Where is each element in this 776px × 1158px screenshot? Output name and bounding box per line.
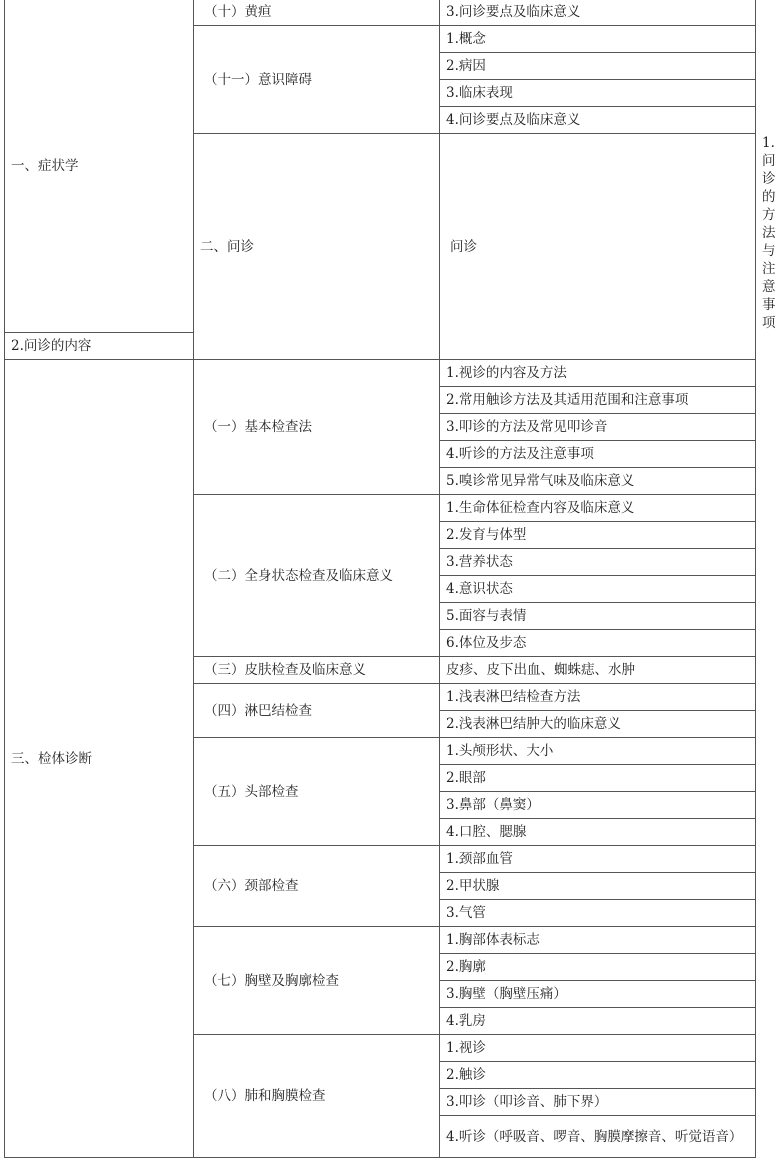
topic-cell: 3.气管 (440, 900, 756, 927)
topic-cell: 2.常用触诊方法及其适用范围和注意事项 (440, 387, 756, 414)
subsection-cell: （五）头部检查 (194, 738, 440, 846)
subsection-cell: （四）淋巴结检查 (194, 684, 440, 738)
section-cell: 二、问诊 (194, 134, 440, 360)
topic-cell: 1.概念 (440, 26, 756, 53)
topic-cell: 4.口腔、腮腺 (440, 819, 756, 846)
topic-cell: 2.发育与体型 (440, 522, 756, 549)
topic-cell: 2.眼部 (440, 765, 756, 792)
subsection-cell: （三）皮肤检查及临床意义 (194, 657, 440, 684)
subsection-cell: （十）黄疸 (194, 0, 440, 26)
subsection-cell: （七）胸壁及胸廓检查 (194, 927, 440, 1035)
topic-cell: 3.临床表现 (440, 80, 756, 107)
topic-cell: 5.嗅诊常见异常气味及临床意义 (440, 468, 756, 495)
subsection-cell: （六）颈部检查 (194, 846, 440, 927)
topic-cell: 6.体位及步态 (440, 630, 756, 657)
topic-cell: 1.视诊的内容及方法 (440, 360, 756, 387)
topic-cell: 2.问诊的内容 (5, 333, 194, 360)
subsection-cell: （二）全身状态检查及临床意义 (194, 495, 440, 657)
section-cell: 三、检体诊断 (5, 360, 194, 1158)
topic-cell: 2.胸廓 (440, 954, 756, 981)
syllabus-table-body (5, 0, 776, 1158)
topic-cell: 皮疹、皮下出血、蜘蛛痣、水肿 (440, 657, 756, 684)
topic-cell: 4.听诊（呼吸音、啰音、胸膜摩擦音、听觉语音） (440, 1116, 756, 1158)
topic-cell: 4.问诊要点及临床意义 (440, 107, 756, 134)
syllabus-table (4, 0, 776, 1158)
topic-cell: 3.问诊要点及临床意义 (440, 0, 756, 26)
topic-cell: 1.视诊 (440, 1035, 756, 1062)
topic-cell: 1.生命体征检查内容及临床意义 (440, 495, 756, 522)
topic-cell: 3.叩诊的方法及常见叩诊音 (440, 414, 756, 441)
topic-cell: 2.触诊 (440, 1062, 756, 1089)
subsection-cell: （十一）意识障碍 (194, 26, 440, 134)
topic-cell: 4.乳房 (440, 1008, 756, 1035)
topic-cell: 1.头颅形状、大小 (440, 738, 756, 765)
topic-cell: 2.病因 (440, 53, 756, 80)
topic-cell: 1.胸部体表标志 (440, 927, 756, 954)
topic-cell: 1.浅表淋巴结检查方法 (440, 684, 756, 711)
topic-cell: 3.鼻部（鼻窦） (440, 792, 756, 819)
topic-cell: 2.浅表淋巴结肿大的临床意义 (440, 711, 756, 738)
subsection-cell: （一）基本检查法 (194, 360, 440, 495)
subsection-cell: 问诊 (440, 134, 756, 360)
topic-cell: 4.听诊的方法及注意事项 (440, 441, 756, 468)
topic-cell: 3.叩诊（叩诊音、肺下界） (440, 1089, 756, 1116)
topic-cell: 3.营养状态 (440, 549, 756, 576)
topic-cell: 1.颈部血管 (440, 846, 756, 873)
subsection-cell: （八）肺和胸膜检查 (194, 1035, 440, 1158)
topic-cell: 2.甲状腺 (440, 873, 756, 900)
topic-cell: 5.面容与表情 (440, 603, 756, 630)
topic-cell: 4.意识状态 (440, 576, 756, 603)
topic-cell: 3.胸壁（胸壁压痛） (440, 981, 756, 1008)
table-row (5, 360, 756, 387)
table-row (5, 0, 756, 26)
section-cell: 一、症状学 (5, 0, 194, 333)
table-row: 二、问诊 问诊 1.问诊的方法与注意事项 (5, 134, 756, 333)
